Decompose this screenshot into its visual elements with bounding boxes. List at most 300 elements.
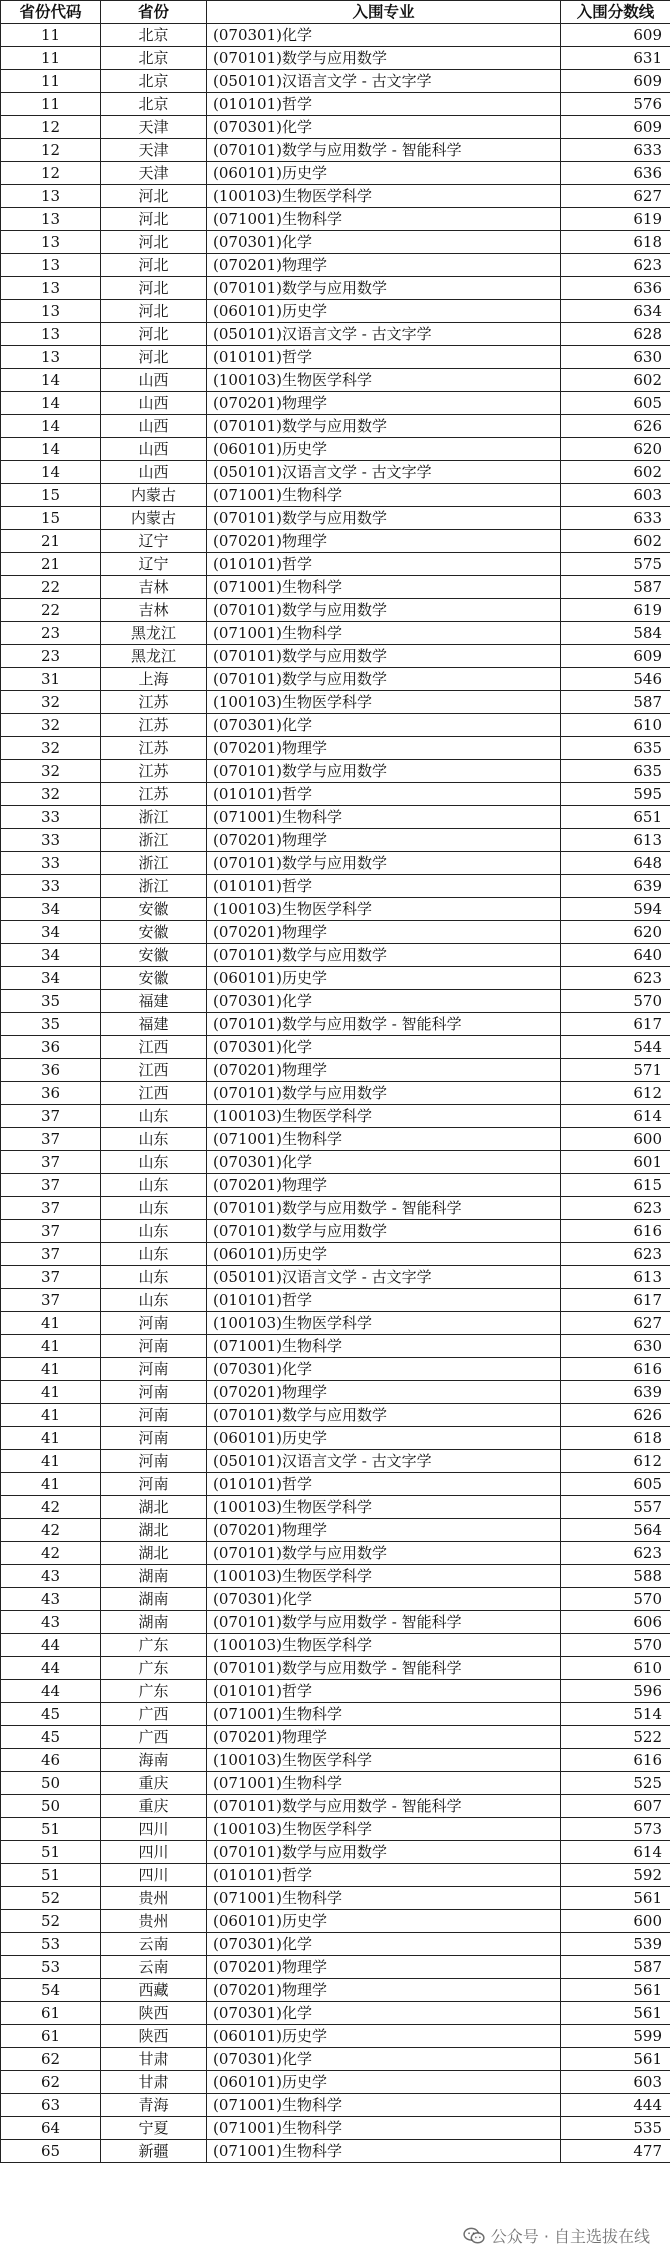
major-cell: (070201)物理学 bbox=[207, 1956, 561, 1979]
province-cell: 河南 bbox=[101, 1335, 207, 1358]
province-code-cell: 13 bbox=[1, 185, 101, 208]
table-row bbox=[1, 1749, 670, 1772]
province-cell: 福建 bbox=[101, 990, 207, 1013]
province-code-cell: 37 bbox=[1, 1243, 101, 1266]
province-code-cell: 32 bbox=[1, 760, 101, 783]
cutoff-score-cell: 557 bbox=[561, 1496, 670, 1519]
cutoff-score-cell: 539 bbox=[561, 1933, 670, 1956]
cutoff-score-cell: 477 bbox=[561, 2140, 670, 2163]
major-cell: (070301)化学 bbox=[207, 231, 561, 254]
province-cell: 云南 bbox=[101, 1956, 207, 1979]
table-row bbox=[1, 2048, 670, 2071]
major-cell: (070101)数学与应用数学 bbox=[207, 415, 561, 438]
major-cell: (070101)数学与应用数学 bbox=[207, 668, 561, 691]
province-code-cell: 54 bbox=[1, 1979, 101, 2002]
table-row bbox=[1, 1151, 670, 1174]
province-code-cell: 36 bbox=[1, 1059, 101, 1082]
province-cell: 河南 bbox=[101, 1450, 207, 1473]
province-cell: 安徽 bbox=[101, 944, 207, 967]
cutoff-score-cell: 619 bbox=[561, 599, 670, 622]
table-row bbox=[1, 231, 670, 254]
table-row bbox=[1, 599, 670, 622]
province-cell: 河北 bbox=[101, 277, 207, 300]
cutoff-score-cell: 609 bbox=[561, 24, 670, 47]
table-row bbox=[1, 300, 670, 323]
cutoff-score-cell: 623 bbox=[561, 1542, 670, 1565]
province-cell: 新疆 bbox=[101, 2140, 207, 2163]
major-cell: (060101)历史学 bbox=[207, 162, 561, 185]
cutoff-score-cell: 640 bbox=[561, 944, 670, 967]
table-row bbox=[1, 1197, 670, 1220]
cutoff-score-cell: 587 bbox=[561, 691, 670, 714]
major-cell: (070301)化学 bbox=[207, 990, 561, 1013]
province-code-cell: 32 bbox=[1, 714, 101, 737]
province-cell: 内蒙古 bbox=[101, 507, 207, 530]
province-cell: 河北 bbox=[101, 208, 207, 231]
province-cell: 天津 bbox=[101, 116, 207, 139]
province-code-cell: 34 bbox=[1, 921, 101, 944]
table-row bbox=[1, 553, 670, 576]
province-code-cell: 62 bbox=[1, 2048, 101, 2071]
province-cell: 湖北 bbox=[101, 1496, 207, 1519]
major-cell: (010101)哲学 bbox=[207, 783, 561, 806]
major-cell: (071001)生物科学 bbox=[207, 484, 561, 507]
province-cell: 山东 bbox=[101, 1289, 207, 1312]
table-row bbox=[1, 254, 670, 277]
province-cell: 福建 bbox=[101, 1013, 207, 1036]
table-row bbox=[1, 185, 670, 208]
major-cell: (010101)哲学 bbox=[207, 875, 561, 898]
table-row bbox=[1, 829, 670, 852]
table-row bbox=[1, 1243, 670, 1266]
table-row bbox=[1, 507, 670, 530]
major-cell: (071001)生物科学 bbox=[207, 2094, 561, 2117]
table-row bbox=[1, 70, 670, 93]
province-cell: 北京 bbox=[101, 24, 207, 47]
cutoff-score-cell: 570 bbox=[561, 1588, 670, 1611]
province-cell: 浙江 bbox=[101, 852, 207, 875]
province-code-cell: 34 bbox=[1, 944, 101, 967]
province-code-cell: 37 bbox=[1, 1266, 101, 1289]
cutoff-score-cell: 609 bbox=[561, 70, 670, 93]
province-cell: 山西 bbox=[101, 438, 207, 461]
table-row bbox=[1, 576, 670, 599]
major-cell: (071001)生物科学 bbox=[207, 1703, 561, 1726]
major-cell: (071001)生物科学 bbox=[207, 622, 561, 645]
major-cell: (010101)哲学 bbox=[207, 553, 561, 576]
cutoff-score-cell: 617 bbox=[561, 1289, 670, 1312]
major-cell: (070201)物理学 bbox=[207, 1174, 561, 1197]
cutoff-score-cell: 631 bbox=[561, 47, 670, 70]
major-cell: (070101)数学与应用数学 - 智能科学 bbox=[207, 1657, 561, 1680]
province-code-cell: 41 bbox=[1, 1404, 101, 1427]
province-code-cell: 53 bbox=[1, 1956, 101, 1979]
major-cell: (070201)物理学 bbox=[207, 254, 561, 277]
table-row bbox=[1, 2002, 670, 2025]
cutoff-score-cell: 639 bbox=[561, 1381, 670, 1404]
cutoff-score-cell: 636 bbox=[561, 162, 670, 185]
major-cell: (071001)生物科学 bbox=[207, 1772, 561, 1795]
major-cell: (070301)化学 bbox=[207, 2048, 561, 2071]
province-cell: 贵州 bbox=[101, 1887, 207, 1910]
cutoff-score-cell: 610 bbox=[561, 714, 670, 737]
table-row bbox=[1, 1174, 670, 1197]
table-row bbox=[1, 1381, 670, 1404]
province-code-cell: 11 bbox=[1, 70, 101, 93]
major-cell: (070101)数学与应用数学 bbox=[207, 944, 561, 967]
major-cell: (071001)生物科学 bbox=[207, 2140, 561, 2163]
cutoff-score-cell: 444 bbox=[561, 2094, 670, 2117]
cutoff-score-cell: 605 bbox=[561, 1473, 670, 1496]
table-row bbox=[1, 277, 670, 300]
cutoff-score-cell: 633 bbox=[561, 507, 670, 530]
province-code-cell: 13 bbox=[1, 346, 101, 369]
major-cell: (071001)生物科学 bbox=[207, 1887, 561, 1910]
province-cell: 安徽 bbox=[101, 921, 207, 944]
province-code-cell: 41 bbox=[1, 1427, 101, 1450]
cutoff-score-cell: 614 bbox=[561, 1841, 670, 1864]
major-cell: (070201)物理学 bbox=[207, 1381, 561, 1404]
province-cell: 山东 bbox=[101, 1266, 207, 1289]
cutoff-score-cell: 544 bbox=[561, 1036, 670, 1059]
table-row bbox=[1, 1703, 670, 1726]
province-code-cell: 41 bbox=[1, 1473, 101, 1496]
province-cell: 江苏 bbox=[101, 714, 207, 737]
table-row bbox=[1, 714, 670, 737]
major-cell: (070101)数学与应用数学 bbox=[207, 1404, 561, 1427]
province-cell: 西藏 bbox=[101, 1979, 207, 2002]
province-cell: 山西 bbox=[101, 461, 207, 484]
province-code-cell: 14 bbox=[1, 461, 101, 484]
province-cell: 河南 bbox=[101, 1358, 207, 1381]
table-row bbox=[1, 162, 670, 185]
province-code-cell: 42 bbox=[1, 1542, 101, 1565]
province-cell: 广西 bbox=[101, 1726, 207, 1749]
cutoff-score-cell: 561 bbox=[561, 1887, 670, 1910]
cutoff-score-cell: 627 bbox=[561, 1312, 670, 1335]
cutoff-score-cell: 600 bbox=[561, 1910, 670, 1933]
cutoff-score-cell: 614 bbox=[561, 1105, 670, 1128]
table-row bbox=[1, 2025, 670, 2048]
table-row bbox=[1, 24, 670, 47]
province-code-cell: 50 bbox=[1, 1772, 101, 1795]
province-code-cell: 12 bbox=[1, 116, 101, 139]
province-cell: 吉林 bbox=[101, 599, 207, 622]
cutoff-score-cell: 634 bbox=[561, 300, 670, 323]
province-cell: 浙江 bbox=[101, 806, 207, 829]
cutoff-score-cell: 616 bbox=[561, 1749, 670, 1772]
province-code-cell: 12 bbox=[1, 162, 101, 185]
province-cell: 河南 bbox=[101, 1404, 207, 1427]
major-cell: (070101)数学与应用数学 - 智能科学 bbox=[207, 1013, 561, 1036]
major-cell: (071001)生物科学 bbox=[207, 1335, 561, 1358]
major-cell: (071001)生物科学 bbox=[207, 2117, 561, 2140]
province-code-cell: 14 bbox=[1, 438, 101, 461]
province-code-cell: 11 bbox=[1, 47, 101, 70]
province-cell: 北京 bbox=[101, 93, 207, 116]
cutoff-score-cell: 596 bbox=[561, 1680, 670, 1703]
table-row bbox=[1, 1611, 670, 1634]
cutoff-score-cell: 588 bbox=[561, 1565, 670, 1588]
major-cell: (070101)数学与应用数学 - 智能科学 bbox=[207, 1611, 561, 1634]
province-cell: 河北 bbox=[101, 300, 207, 323]
province-cell: 河南 bbox=[101, 1381, 207, 1404]
table-row bbox=[1, 1680, 670, 1703]
province-code-cell: 44 bbox=[1, 1680, 101, 1703]
table-row bbox=[1, 1312, 670, 1335]
wechat-icon bbox=[463, 2227, 485, 2245]
province-cell: 河北 bbox=[101, 323, 207, 346]
cutoff-score-cell: 573 bbox=[561, 1818, 670, 1841]
major-cell: (060101)历史学 bbox=[207, 1243, 561, 1266]
province-code-cell: 44 bbox=[1, 1657, 101, 1680]
cutoff-score-cell: 623 bbox=[561, 967, 670, 990]
table-row bbox=[1, 1565, 670, 1588]
province-code-cell: 51 bbox=[1, 1864, 101, 1887]
province-code-cell: 15 bbox=[1, 507, 101, 530]
table-row bbox=[1, 1013, 670, 1036]
province-code-cell: 15 bbox=[1, 484, 101, 507]
province-code-cell: 51 bbox=[1, 1841, 101, 1864]
cutoff-score-cell: 600 bbox=[561, 1128, 670, 1151]
table-row bbox=[1, 369, 670, 392]
major-cell: (060101)历史学 bbox=[207, 300, 561, 323]
province-cell: 吉林 bbox=[101, 576, 207, 599]
table-row bbox=[1, 1450, 670, 1473]
cutoff-score-cell: 628 bbox=[561, 323, 670, 346]
table-row bbox=[1, 1220, 670, 1243]
province-code-cell: 33 bbox=[1, 806, 101, 829]
province-code-cell: 33 bbox=[1, 875, 101, 898]
province-cell: 山东 bbox=[101, 1151, 207, 1174]
major-cell: (050101)汉语言文学 - 古文字学 bbox=[207, 70, 561, 93]
cutoff-score-cell: 630 bbox=[561, 346, 670, 369]
cutoff-score-cell: 626 bbox=[561, 1404, 670, 1427]
province-cell: 江西 bbox=[101, 1082, 207, 1105]
province-code-cell: 41 bbox=[1, 1312, 101, 1335]
table-row bbox=[1, 392, 670, 415]
table-row bbox=[1, 1726, 670, 1749]
table-row bbox=[1, 783, 670, 806]
cutoff-score-cell: 587 bbox=[561, 1956, 670, 1979]
table-row bbox=[1, 668, 670, 691]
table-row bbox=[1, 1588, 670, 1611]
province-code-cell: 14 bbox=[1, 369, 101, 392]
cutoff-score-cell: 636 bbox=[561, 277, 670, 300]
province-code-cell: 37 bbox=[1, 1105, 101, 1128]
cutoff-score-cell: 623 bbox=[561, 1243, 670, 1266]
table-row bbox=[1, 875, 670, 898]
province-cell: 湖北 bbox=[101, 1519, 207, 1542]
major-cell: (100103)生物医学科学 bbox=[207, 1634, 561, 1657]
major-cell: (070101)数学与应用数学 bbox=[207, 852, 561, 875]
table-row bbox=[1, 1542, 670, 1565]
cutoff-score-cell: 613 bbox=[561, 829, 670, 852]
province-cell: 河北 bbox=[101, 231, 207, 254]
cutoff-score-cell: 535 bbox=[561, 2117, 670, 2140]
table-row bbox=[1, 484, 670, 507]
cutoff-score-cell: 615 bbox=[561, 1174, 670, 1197]
province-cell: 山东 bbox=[101, 1128, 207, 1151]
province-code-cell: 43 bbox=[1, 1565, 101, 1588]
table-row bbox=[1, 1864, 670, 1887]
major-cell: (070201)物理学 bbox=[207, 737, 561, 760]
province-cell: 四川 bbox=[101, 1864, 207, 1887]
province-cell: 甘肃 bbox=[101, 2071, 207, 2094]
cutoff-score-cell: 616 bbox=[561, 1220, 670, 1243]
province-code-cell: 32 bbox=[1, 737, 101, 760]
province-code-cell: 34 bbox=[1, 898, 101, 921]
cutoff-score-cell: 609 bbox=[561, 116, 670, 139]
cutoff-score-cell: 651 bbox=[561, 806, 670, 829]
table-row bbox=[1, 1427, 670, 1450]
province-code-cell: 41 bbox=[1, 1450, 101, 1473]
province-cell: 河北 bbox=[101, 185, 207, 208]
table-row bbox=[1, 2140, 670, 2163]
major-cell: (100103)生物医学科学 bbox=[207, 1496, 561, 1519]
province-code-cell: 37 bbox=[1, 1289, 101, 1312]
cutoff-score-cell: 561 bbox=[561, 2048, 670, 2071]
major-cell: (010101)哲学 bbox=[207, 1864, 561, 1887]
province-cell: 贵州 bbox=[101, 1910, 207, 1933]
cutoff-score-cell: 601 bbox=[561, 1151, 670, 1174]
cutoff-score-cell: 620 bbox=[561, 921, 670, 944]
province-cell: 广西 bbox=[101, 1703, 207, 1726]
cutoff-score-cell: 561 bbox=[561, 2002, 670, 2025]
major-cell: (060101)历史学 bbox=[207, 967, 561, 990]
province-code-cell: 37 bbox=[1, 1174, 101, 1197]
table-row bbox=[1, 530, 670, 553]
province-code-cell: 31 bbox=[1, 668, 101, 691]
table-row bbox=[1, 346, 670, 369]
province-code-cell: 13 bbox=[1, 208, 101, 231]
major-cell: (070201)物理学 bbox=[207, 530, 561, 553]
cutoff-score-cell: 584 bbox=[561, 622, 670, 645]
province-cell: 云南 bbox=[101, 1933, 207, 1956]
table-row bbox=[1, 944, 670, 967]
table-row bbox=[1, 415, 670, 438]
cutoff-score-cell: 564 bbox=[561, 1519, 670, 1542]
table-row bbox=[1, 2071, 670, 2094]
major-cell: (050101)汉语言文学 - 古文字学 bbox=[207, 323, 561, 346]
province-cell: 北京 bbox=[101, 70, 207, 93]
header-row bbox=[1, 1, 670, 24]
cutoff-score-cell: 606 bbox=[561, 1611, 670, 1634]
table-row bbox=[1, 438, 670, 461]
table-row bbox=[1, 990, 670, 1013]
province-cell: 宁夏 bbox=[101, 2117, 207, 2140]
table-row bbox=[1, 1404, 670, 1427]
province-code-cell: 65 bbox=[1, 2140, 101, 2163]
province-code-cell: 43 bbox=[1, 1588, 101, 1611]
table-row bbox=[1, 1105, 670, 1128]
table-row bbox=[1, 691, 670, 714]
province-code-cell: 23 bbox=[1, 622, 101, 645]
table-row bbox=[1, 1266, 670, 1289]
table-row bbox=[1, 1979, 670, 2002]
province-cell: 陕西 bbox=[101, 2025, 207, 2048]
province-cell: 广东 bbox=[101, 1657, 207, 1680]
table-row bbox=[1, 1841, 670, 1864]
province-cell: 河南 bbox=[101, 1312, 207, 1335]
province-code-cell: 21 bbox=[1, 530, 101, 553]
cutoff-score-cell: 603 bbox=[561, 2071, 670, 2094]
table-row bbox=[1, 1059, 670, 1082]
major-cell: (050101)汉语言文学 - 古文字学 bbox=[207, 1266, 561, 1289]
table-row bbox=[1, 852, 670, 875]
table-row bbox=[1, 1289, 670, 1312]
header-province: 省份 bbox=[101, 1, 207, 24]
major-cell: (070201)物理学 bbox=[207, 829, 561, 852]
table-row bbox=[1, 208, 670, 231]
cutoff-score-cell: 639 bbox=[561, 875, 670, 898]
major-cell: (010101)哲学 bbox=[207, 346, 561, 369]
province-cell: 陕西 bbox=[101, 2002, 207, 2025]
major-cell: (071001)生物科学 bbox=[207, 208, 561, 231]
province-cell: 广东 bbox=[101, 1680, 207, 1703]
major-cell: (070201)物理学 bbox=[207, 1519, 561, 1542]
table-row bbox=[1, 622, 670, 645]
province-cell: 四川 bbox=[101, 1841, 207, 1864]
major-cell: (100103)生物医学科学 bbox=[207, 1565, 561, 1588]
cutoff-score-cell: 592 bbox=[561, 1864, 670, 1887]
major-cell: (100103)生物医学科学 bbox=[207, 691, 561, 714]
major-cell: (070301)化学 bbox=[207, 1358, 561, 1381]
province-code-cell: 53 bbox=[1, 1933, 101, 1956]
table-row bbox=[1, 93, 670, 116]
cutoff-score-cell: 570 bbox=[561, 990, 670, 1013]
province-cell: 海南 bbox=[101, 1749, 207, 1772]
province-cell: 上海 bbox=[101, 668, 207, 691]
major-cell: (070101)数学与应用数学 bbox=[207, 1542, 561, 1565]
major-cell: (060101)历史学 bbox=[207, 1910, 561, 1933]
major-cell: (070301)化学 bbox=[207, 116, 561, 139]
table-row bbox=[1, 1335, 670, 1358]
province-code-cell: 52 bbox=[1, 1910, 101, 1933]
province-code-cell: 21 bbox=[1, 553, 101, 576]
major-cell: (071001)生物科学 bbox=[207, 806, 561, 829]
table-row bbox=[1, 1519, 670, 1542]
province-code-cell: 33 bbox=[1, 829, 101, 852]
province-code-cell: 43 bbox=[1, 1611, 101, 1634]
header-province-code: 省份代码 bbox=[1, 1, 101, 24]
province-code-cell: 33 bbox=[1, 852, 101, 875]
province-code-cell: 37 bbox=[1, 1151, 101, 1174]
province-cell: 河南 bbox=[101, 1427, 207, 1450]
major-cell: (070301)化学 bbox=[207, 714, 561, 737]
table-row bbox=[1, 645, 670, 668]
major-cell: (070201)物理学 bbox=[207, 1059, 561, 1082]
province-code-cell: 35 bbox=[1, 990, 101, 1013]
table-row bbox=[1, 47, 670, 70]
major-cell: (070101)数学与应用数学 - 智能科学 bbox=[207, 1795, 561, 1818]
province-code-cell: 13 bbox=[1, 277, 101, 300]
table-row bbox=[1, 116, 670, 139]
major-cell: (070301)化学 bbox=[207, 24, 561, 47]
province-code-cell: 14 bbox=[1, 392, 101, 415]
province-cell: 天津 bbox=[101, 139, 207, 162]
province-cell: 浙江 bbox=[101, 875, 207, 898]
header-major: 入围专业 bbox=[207, 1, 561, 24]
province-code-cell: 45 bbox=[1, 1726, 101, 1749]
table-row bbox=[1, 2094, 670, 2117]
province-cell: 湖南 bbox=[101, 1611, 207, 1634]
province-code-cell: 34 bbox=[1, 967, 101, 990]
major-cell: (050101)汉语言文学 - 古文字学 bbox=[207, 1450, 561, 1473]
province-cell: 广东 bbox=[101, 1634, 207, 1657]
table-row bbox=[1, 760, 670, 783]
province-code-cell: 13 bbox=[1, 231, 101, 254]
